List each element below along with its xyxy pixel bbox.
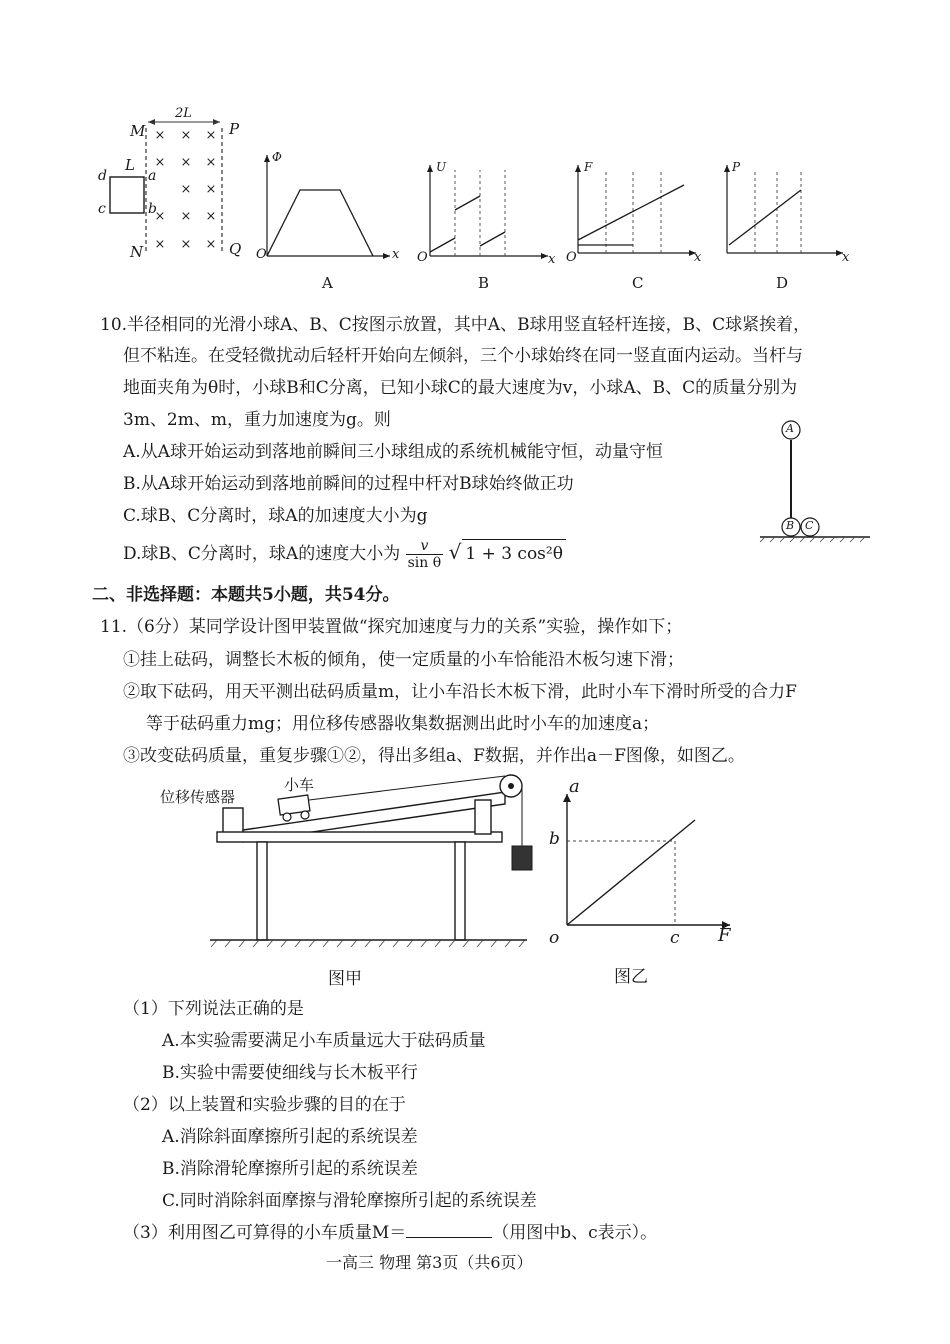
graph-a-origin: O xyxy=(256,247,267,262)
graph-b-x-label: x xyxy=(548,252,556,267)
graph-b-y-label: U xyxy=(436,160,447,174)
q10-line-4: 3m、2m、m，重力加速度为g。则 xyxy=(123,410,391,430)
graph-c-option: C xyxy=(632,274,644,292)
q11-sub3-prefix: （3）利用图乙可算得的小车质量M＝ xyxy=(123,1223,407,1243)
figure-yi-origin: o xyxy=(549,928,560,948)
q11-sub3 xyxy=(123,1222,657,1244)
svg-text:×: × xyxy=(154,237,166,252)
section-2-title: 二、非选择题：本题共5小题，共54分。 xyxy=(92,585,400,605)
corner-a: a xyxy=(148,168,157,184)
figure-yi-b-label: b xyxy=(549,829,560,849)
svg-text:×: × xyxy=(180,237,192,252)
page-footer: 一高三 物理 第3页（共6页） xyxy=(326,1253,533,1272)
q10-line-3: 地面夹角为θ时，小球B和C分离，已知小球C的最大速度为v，小球A、B、C的质量分别为 xyxy=(123,378,798,398)
figure-yi-graph xyxy=(545,780,745,950)
graph-c-origin: O xyxy=(566,250,577,265)
q10-option-a: A.从A球开始运动到落地前瞬间三小球组成的系统机械能守恒，动量守恒 xyxy=(123,442,663,462)
q11-sub2-option-c: C.同时消除斜面摩擦与滑轮摩擦所引起的系统误差 xyxy=(162,1191,537,1211)
q10-option-d: D.球B、C分离时，球A的速度大小为 $\frac{v}{\text{sin θ}}$ √ 1 + 3 cos²θ xyxy=(123,538,566,571)
figure-yi-c-label: c xyxy=(670,928,680,948)
magnetic-field-crosses xyxy=(155,128,217,252)
weight xyxy=(512,846,532,870)
svg-text:×: × xyxy=(205,182,217,197)
q11-intro: 11.（6分）某同学设计图甲装置做“探究加速度与力的关系”实验，操作如下； xyxy=(100,617,683,637)
q10-balls-diagram xyxy=(755,415,875,555)
square-loop xyxy=(110,177,144,213)
graph-d-option: D xyxy=(776,274,789,292)
q10-option-d-numerator: v xyxy=(406,538,444,555)
cart-label: 小车 xyxy=(284,776,315,794)
label-M: M xyxy=(130,122,146,140)
svg-text:×: × xyxy=(180,128,192,143)
svg-text:×: × xyxy=(205,155,217,170)
ball-a-label: A xyxy=(786,422,794,435)
graph-a-y-label: Φ xyxy=(272,150,282,164)
figure-yi-x-label: F xyxy=(718,925,731,946)
svg-text:×: × xyxy=(154,128,166,143)
figure-yi-caption: 图乙 xyxy=(614,967,648,987)
q10-option-d-prefix: D.球B、C分离时，球A的速度大小为 xyxy=(123,544,401,564)
svg-text:×: × xyxy=(154,155,166,170)
svg-text:×: × xyxy=(180,182,192,197)
label-P: P xyxy=(229,120,240,138)
graph-c-x-label: x xyxy=(694,250,702,265)
graph-d-x-label: x xyxy=(842,250,850,265)
svg-text:×: × xyxy=(205,209,217,224)
graph-a-option: A xyxy=(322,274,333,292)
graph-d-y-label: P xyxy=(732,160,741,174)
a-f-line xyxy=(567,820,695,925)
q11-step-1: ①挂上砝码，调整长木板的倾角，使一定质量的小车恰能沿木板匀速下滑； xyxy=(123,650,684,670)
q11-sub2-option-a: A.消除斜面摩擦所引起的系统误差 xyxy=(162,1127,418,1147)
answer-blank[interactable] xyxy=(406,1223,492,1238)
q11-sub3-suffix: （用图中b、c表示）。 xyxy=(492,1223,658,1243)
displacement-sensor xyxy=(223,808,243,834)
q10-option-c: C.球B、C分离时，球A的加速度大小为g xyxy=(123,506,428,526)
corner-d: d xyxy=(98,168,107,184)
graph-a-x-label: x xyxy=(392,247,400,262)
svg-text:×: × xyxy=(180,209,192,224)
label-N: N xyxy=(130,243,144,261)
graph-b-option: B xyxy=(478,274,490,292)
graph-b-origin: O xyxy=(417,250,428,265)
q10-line-2: 但不粘连。在受轻微扰动后轻杆开始向左倾斜，三个小球始终在同一竖直面内运动。当杆与 xyxy=(123,346,803,366)
figure-jia-apparatus xyxy=(205,770,585,960)
figure-yi-y-label: a xyxy=(569,776,580,797)
q11-step-2-cont: 等于砝码重力mg；用位移传感器收集数据测出此时小车的加速度a； xyxy=(146,714,660,734)
svg-text:×: × xyxy=(154,209,166,224)
q10-option-d-root: 1 + 3 cos²θ xyxy=(462,539,566,568)
q11-sub2-option-b: B.消除滑轮摩擦所引起的系统误差 xyxy=(162,1159,418,1179)
label-Q: Q xyxy=(229,240,242,258)
label-2L: 2L xyxy=(175,106,192,121)
q11-sub2-question: （2）以上装置和实验步骤的目的在于 xyxy=(123,1095,406,1115)
svg-text:×: × xyxy=(205,237,217,252)
corner-b: b xyxy=(148,201,157,217)
ball-c-label: C xyxy=(805,519,814,532)
label-L: L xyxy=(125,156,135,174)
sensor-label: 位移传感器 xyxy=(160,788,236,806)
q11-step-3: ③改变砝码质量，重复步骤①②，得出多组a、F数据，并作出a－F图像，如图乙。 xyxy=(123,746,745,766)
q10-option-b: B.从A球开始运动到落地前瞬间的过程中杆对B球始终做正功 xyxy=(123,474,574,494)
svg-text:×: × xyxy=(180,155,192,170)
q11-step-2: ②取下砝码，用天平测出砝码质量m，让小车沿长木板下滑，此时小车下滑时所受的合力F xyxy=(123,682,797,702)
q11-sub1-question: （1）下列说法正确的是 xyxy=(123,999,304,1019)
graph-c-y-label: F xyxy=(584,160,593,174)
q10-option-d-denominator: sin θ xyxy=(407,555,442,571)
q10-line-1: 10.半径相同的光滑小球A、B、C按图示放置，其中A、B球用竖直轻杆连接，B、C球紧挨着， xyxy=(100,315,811,335)
figure-jia-caption: 图甲 xyxy=(328,969,362,989)
ball-b-label: B xyxy=(786,519,795,532)
q11-sub1-option-a: A.本实验需要满足小车质量远大于砝码质量 xyxy=(162,1031,486,1051)
corner-c: c xyxy=(98,201,106,217)
q11-sub1-option-b: B.实验中需要使细线与长木板平行 xyxy=(162,1063,418,1083)
svg-text:×: × xyxy=(205,128,217,143)
q10-option-d-fraction xyxy=(406,538,444,571)
